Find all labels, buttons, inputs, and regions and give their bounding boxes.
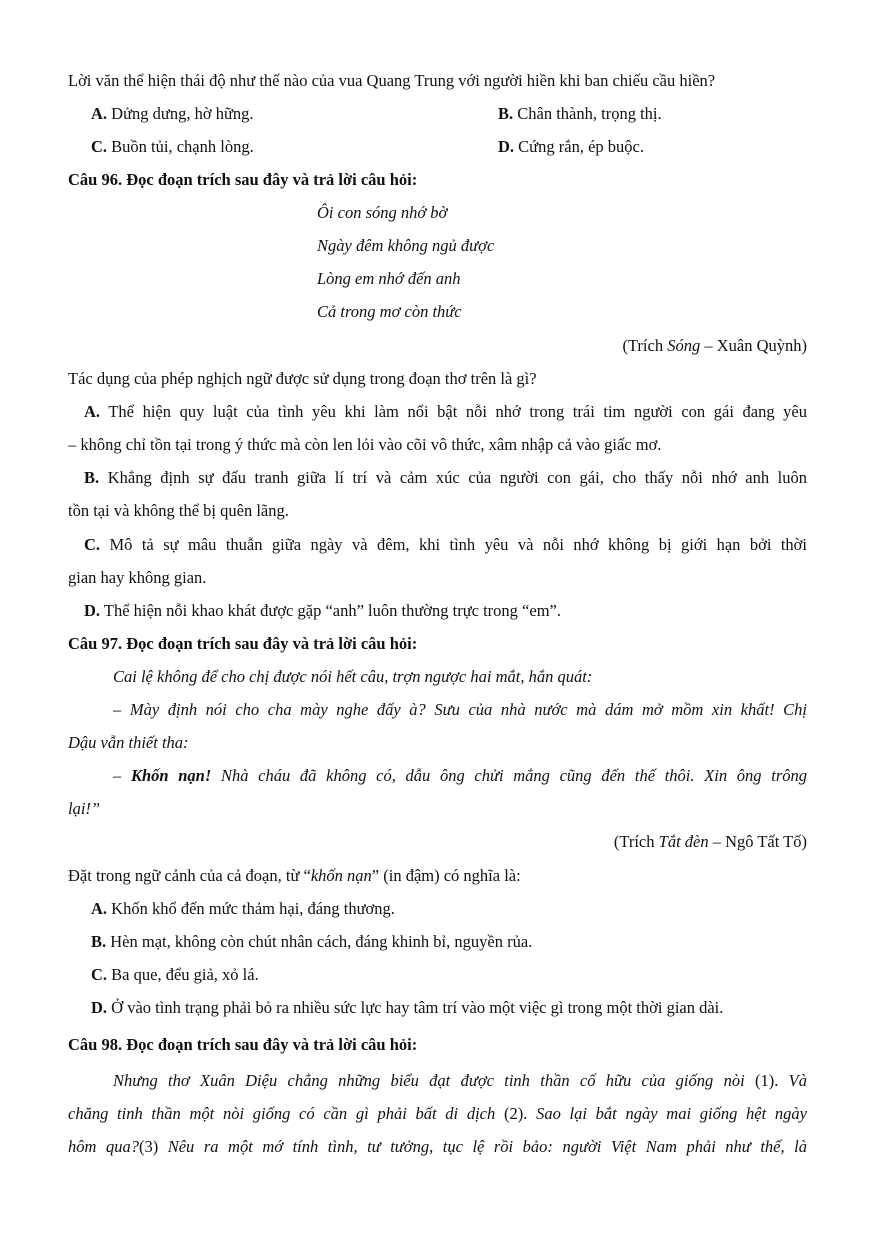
q97-stem [68, 866, 521, 886]
q97-heading: Câu 97. Đọc đoạn trích sau đây và trả lời câu hỏi: [68, 634, 418, 653]
passage-text: Và [778, 1071, 807, 1090]
q97-option-d[interactable] [91, 998, 723, 1018]
option-text: Cứng rắn, ép buộc. [514, 137, 644, 156]
passage-text: hôm qua? [68, 1137, 139, 1156]
q98-heading: Câu 98. Đọc đoạn trích sau đây và trả lời câu hỏi: [68, 1035, 418, 1054]
q96-option-a-cont: – không chỉ tồn tại trong ý thức mà còn len lỏi vào cõi vô thức, xâm nhập cả vào giấc mơ. [68, 435, 662, 454]
source-work-title: Sóng [667, 336, 701, 355]
sentence-marker: (2). [503, 1104, 528, 1123]
q95-stem: Lời văn thể hiện thái độ như thế nào của vua Quang Trung với người hiền khi ban chiếu cầu hiền? [68, 71, 716, 90]
q96-option-c-cont: gian hay không gian. [68, 568, 207, 587]
option-letter: A. [91, 899, 108, 918]
option-text: Chân thành, trọng thị. [513, 104, 662, 123]
q96-option-a[interactable] [68, 402, 807, 422]
option-letter: D. [498, 137, 515, 156]
option-letter: D. [91, 998, 108, 1017]
option-text: Khốn khổ đến mức thảm hại, đáng thương. [107, 899, 395, 918]
option-text: Khẳng định sự đấu tranh giữa lí trí và cảm xúc của người con gái, cho thấy nỗi nhớ anh luôn [99, 468, 807, 487]
source-author: – Xuân Quỳnh) [700, 336, 807, 355]
q97-source [614, 832, 807, 852]
sentence-marker: (1). [754, 1071, 779, 1090]
q97-option-a[interactable] [91, 899, 395, 919]
q97-passage-line-4 [68, 766, 807, 786]
source-prefix: (Trích [622, 336, 668, 355]
option-text: Ở vào tình trạng phải bỏ ra nhiều sức lực hay tâm trí vào một việc gì trong một thời gian dài. [107, 998, 724, 1017]
option-letter: D. [84, 601, 101, 620]
option-letter: B. [91, 932, 107, 951]
option-text: Thể hiện quy luật của tình yêu khi làm nổi bật nỗi nhớ trong trái tim người con gái đang yêu [100, 402, 807, 421]
q95-option-b[interactable] [498, 104, 662, 124]
source-prefix: (Trích [613, 832, 659, 851]
option-text: Buồn tủi, chạnh lòng. [107, 137, 254, 156]
option-letter: B. [84, 468, 100, 487]
option-text: Ba que, đểu giả, xỏ lá. [107, 965, 259, 984]
option-letter: B. [498, 104, 514, 123]
q95-option-d[interactable] [498, 137, 644, 157]
dash: – [113, 766, 131, 785]
q96-source [622, 336, 807, 356]
source-work-title: Tắt đèn [658, 832, 709, 851]
q97-passage-line-5: lại!” [68, 799, 101, 818]
q97-passage-line-1: Cai lệ không để cho chị được nói hết câu, trợn ngược hai mắt, hắn quát: [113, 667, 593, 686]
passage-text: Nhà cháu đã không có, dẫu ông chửi mắng cũng đến thế thôi. Xin ông trông [211, 766, 807, 785]
option-text: Dửng dưng, hờ hững. [107, 104, 254, 123]
option-letter: A. [91, 104, 108, 123]
option-letter: C. [91, 965, 108, 984]
source-author: – Ngô Tất Tố) [708, 832, 807, 851]
q95-option-c[interactable] [91, 137, 254, 157]
q96-option-d[interactable] [84, 601, 561, 621]
q96-poem-line-2: Ngày đêm không ngủ được [317, 236, 495, 255]
passage-text: Nhưng thơ Xuân Diệu chẳng những biểu đạt được tinh thần cố hữu của giống nòi [113, 1071, 755, 1090]
passage-text: Sao lại bắt ngày mai giống hệt ngày [527, 1104, 807, 1123]
q95-option-a[interactable] [91, 104, 254, 124]
q96-stem: Tác dụng của phép nghịch ngữ được sử dụng trong đoạn thơ trên là gì? [68, 369, 537, 388]
q96-option-b-cont: tồn tại và không thể bị quên lãng. [68, 501, 289, 520]
q96-poem-line-4: Cả trong mơ còn thức [317, 302, 462, 321]
q98-passage-line-2 [68, 1104, 807, 1124]
option-text: Hèn mạt, không còn chút nhân cách, đáng khinh bỉ, nguyền rủa. [106, 932, 533, 951]
option-text: Thể hiện nỗi khao khát được gặp “anh” luôn thường trực trong “em”. [100, 601, 561, 620]
stem-keyword: khốn nạn [310, 866, 372, 885]
option-letter: C. [91, 137, 108, 156]
passage-text: Nêu ra một mớ tính tình, tư tưởng, tục lệ rồi bảo: người Việt Nam phải như thế, là [158, 1137, 807, 1156]
q96-option-c[interactable] [68, 535, 807, 555]
bold-word: Khốn nạn! [130, 766, 212, 785]
q96-heading: Câu 96. Đọc đoạn trích sau đây và trả lời câu hỏi: [68, 170, 418, 189]
q98-passage-line-3 [68, 1137, 807, 1157]
q97-passage-line-2: – Mày định nói cho cha mày nghe đấy à? Sưu của nhà nước mà dám mở mồm xin khất! Chị [113, 700, 807, 719]
q97-option-c[interactable] [91, 965, 259, 985]
passage-text: chăng tinh thần một nòi giống có cần gì phải bất di dịch [68, 1104, 504, 1123]
q98-passage-line-1 [68, 1071, 807, 1091]
q97-passage-line-3: Dậu vẫn thiết tha: [68, 733, 189, 752]
stem-text: Đặt trong ngữ cảnh của cả đoạn, từ “ [68, 866, 311, 885]
q96-poem-line-3: Lòng em nhớ đến anh [317, 269, 461, 288]
sentence-marker: (3) [138, 1137, 159, 1156]
option-letter: A. [84, 402, 101, 421]
q96-poem-line-1: Ôi con sóng nhớ bờ [317, 203, 448, 222]
option-letter: C. [84, 535, 101, 554]
stem-text: ” (in đậm) có nghĩa là: [371, 866, 521, 885]
q97-option-b[interactable] [91, 932, 532, 952]
q96-option-b[interactable] [68, 468, 807, 488]
option-text: Mô tả sự mâu thuẫn giữa ngày và đêm, khi tình yêu và nỗi nhớ không bị giới hạn bởi thời [100, 535, 807, 554]
